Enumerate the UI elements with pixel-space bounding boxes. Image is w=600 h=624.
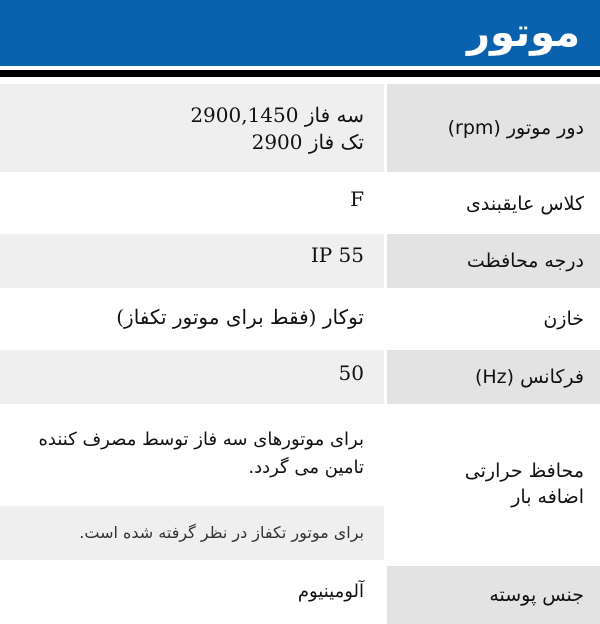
spec-label-housing-material: جنس پوسته [387, 566, 600, 624]
spec-value-protection-degree: IP 55 [0, 234, 384, 288]
spec-table [0, 84, 600, 624]
page-header [0, 0, 600, 66]
spec-value-thermal-single-phase: برای موتور تکفاز در نظر گرفته شده است. [0, 506, 384, 560]
spec-value-three-phase: سه فاز 2900,1450 [190, 103, 364, 127]
spec-value-single-phase: تک فاز 2900 [251, 130, 364, 154]
thermal-protector-label-text: محافظ حرارتی اضافه بار [464, 460, 584, 508]
spec-value-capacitor: توکار (فقط برای موتور تکفاز) [0, 292, 384, 346]
spec-label-capacitor: خازن [387, 292, 600, 346]
spec-value-thermal-three-phase: برای موتورهای سه فاز توسط مصرف کننده تامین می گردد. [0, 408, 384, 502]
spec-label-motor-speed: دور موتور (rpm) [387, 84, 600, 172]
spec-label-insulation-class: کلاس عایقبندی [387, 178, 600, 230]
header-rule [0, 70, 600, 77]
spec-label-thermal-protector [387, 408, 600, 560]
spec-value-frequency: 50 [0, 350, 384, 404]
page-title: موتور [467, 10, 580, 56]
spec-label-protection-degree: درجه محافظت [387, 234, 600, 288]
spec-label-frequency: فرکانس (Hz) [387, 350, 600, 404]
spec-value-insulation-class: F [0, 178, 384, 230]
spec-value-motor-speed [0, 84, 384, 172]
spec-value-housing-material: آلومینیوم [0, 566, 384, 624]
